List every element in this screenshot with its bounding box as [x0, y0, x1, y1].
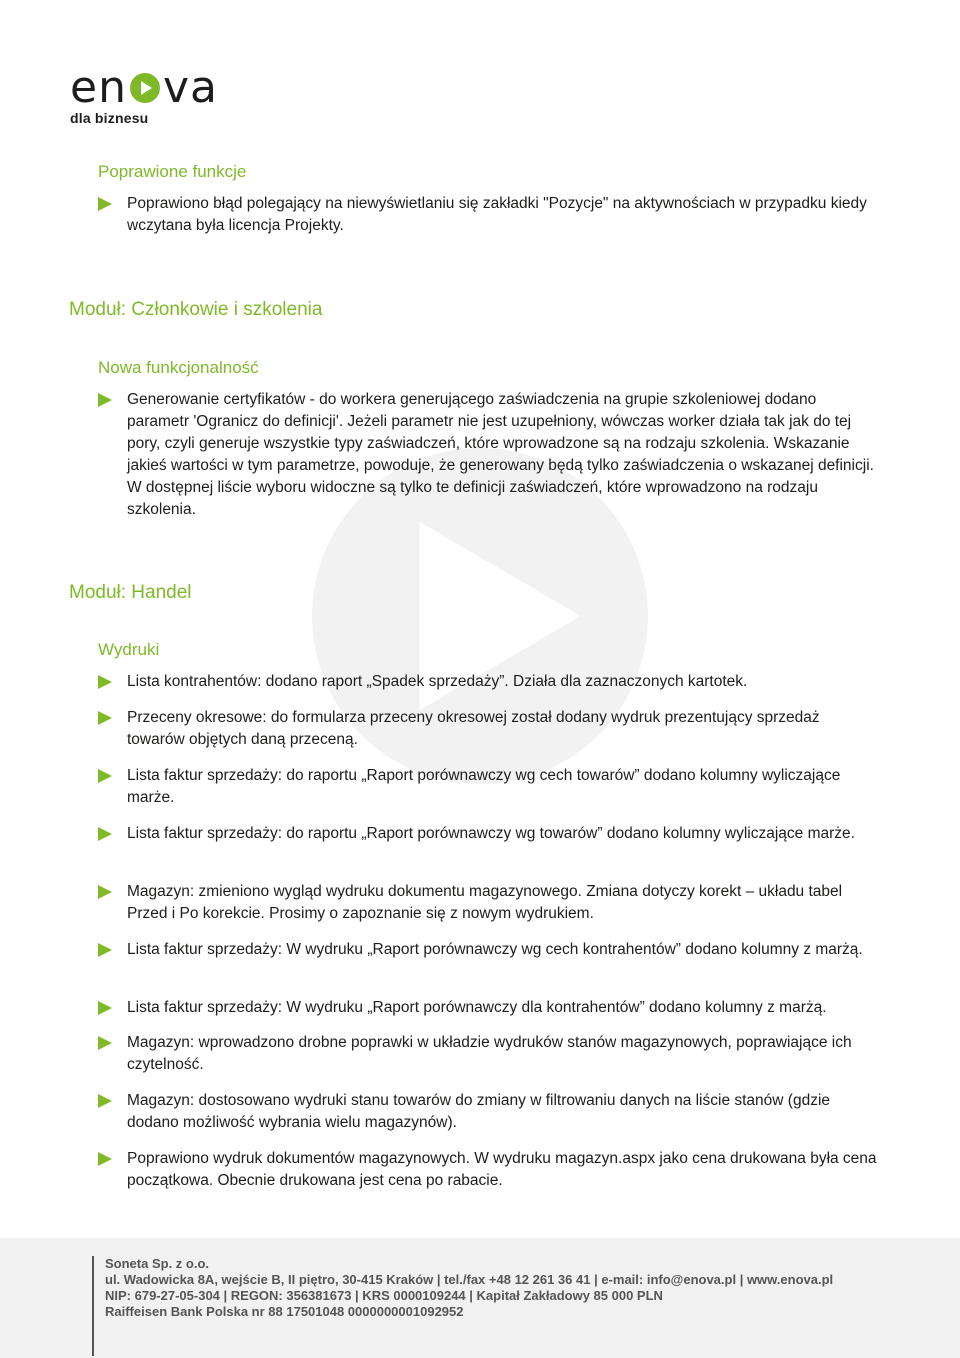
list-item: Lista faktur sprzedaży: do raportu „Raport porównawczy wg towarów” dodano kolumny wyliczające marże.	[98, 823, 878, 845]
footer-divider	[92, 1256, 94, 1356]
bullet-arrow-icon	[98, 885, 112, 899]
bullet-arrow-icon	[98, 827, 112, 841]
footer-bank: Raiffeisen Bank Polska nr 88 17501048 0000000001092952	[105, 1304, 464, 1319]
list-item: Lista faktur sprzedaży: do raportu „Raport porównawczy wg cech towarów” dodano kolumny wyliczające marże.	[98, 765, 878, 809]
module-title-handel: Moduł: Handel	[69, 582, 192, 603]
logo-text-right: va	[162, 62, 218, 113]
footer-company-name: Soneta Sp. z o.o.	[105, 1256, 210, 1271]
bullet-arrow-icon	[98, 769, 112, 783]
section-heading-wydruki: Wydruki	[98, 640, 160, 659]
module-title-czlonkowie: Moduł: Członkowie i szkolenia	[69, 299, 323, 320]
list-item: Generowanie certyfikatów - do workera generującego zaświadczenia na grupie szkoleniowej dodano parametr 'Ogranicz do definicji'. Jeżeli parametr nie jest uzupełniony, wówczas worker działa tak jak do tej pory, czyli generuje wszystkie typy zaświadczeń, które wprowadzone są na rodzaju szkolenia. Wskazanie jakieś wartości w tym parametrze, powoduje, że generowany będą tylko zaświadczenia o wskazanej definicji. W dostępnej liście wyboru widoczne są tylko te definicji zaświadczeń, które wprowadzono na rodzaju szkolenia.	[98, 389, 878, 521]
bullet-arrow-icon	[98, 711, 112, 725]
logo-wordmark	[70, 62, 230, 113]
footer-company-info	[105, 1256, 833, 1320]
list-item: Poprawiono błąd polegający na niewyświetlaniu się zakładki "Pozycje" na aktywnościach w przypadku kiedy wczytana była licencja Projekty.	[98, 193, 878, 237]
footer-address: ul. Wadowicka 8A, wejście B, II piętro, 30-415 Kraków | tel./fax +48 12 261 36 41 | e-mail: info@enova.pl | www.enova.pl	[105, 1272, 834, 1287]
section-heading-poprawione-funkcje: Poprawione funkcje	[98, 162, 247, 181]
logo-text-left: en	[70, 62, 127, 113]
bullet-arrow-icon	[98, 393, 112, 407]
bullet-arrow-icon	[98, 1001, 112, 1015]
bullet-arrow-icon	[98, 1152, 112, 1166]
list-item: Magazyn: dostosowano wydruki stanu towarów do zmiany w filtrowaniu danych na liście stanów (gdzie dodano możliwość wybrania wielu magazynów).	[98, 1090, 878, 1134]
list-item: Przeceny okresowe: do formularza przeceny okresowej został dodany wydruk prezentujący sprzedaż towarów objętych daną przeceną.	[98, 707, 878, 751]
section-heading-nowa-funkcjonalnosc: Nowa funkcjonalność	[98, 358, 259, 377]
bullet-arrow-icon	[98, 675, 112, 689]
list-item: Lista kontrahentów: dodano raport „Spadek sprzedaży”. Działa dla zaznaczonych kartotek.	[98, 671, 878, 693]
logo-tagline: dla biznesu	[70, 110, 149, 126]
list-item: Magazyn: zmieniono wygląd wydruku dokumentu magazynowego. Zmiana dotyczy korekt – układu tabel Przed i Po korekcie. Prosimy o zapoznanie się z nowym wydrukiem.	[98, 881, 878, 925]
list-item: Magazyn: wprowadzono drobne poprawki w układzie wydruków stanów magazynowych, poprawiające ich czytelność.	[98, 1032, 878, 1076]
enova-logo	[70, 62, 230, 126]
logo-play-icon	[129, 72, 161, 104]
bullet-arrow-icon	[98, 943, 112, 957]
list-item: Lista faktur sprzedaży: W wydruku „Raport porównawczy wg cech kontrahentów” dodano kolumny z marżą.	[98, 939, 878, 961]
bullet-arrow-icon	[98, 1036, 112, 1050]
list-item: Poprawiono wydruk dokumentów magazynowych. W wydruku magazyn.aspx jako cena drukowana była cena początkowa. Obecnie drukowana jest cena po rabacie.	[98, 1148, 878, 1192]
bullet-arrow-icon	[98, 1094, 112, 1108]
list-item: Lista faktur sprzedaży: W wydruku „Raport porównawczy dla kontrahentów” dodano kolumny z marżą.	[98, 997, 878, 1019]
footer-registration: NIP: 679-27-05-304 | REGON: 356381673 | KRS 0000109244 | Kapitał Zakładowy 85 000 PLN	[105, 1288, 663, 1303]
bullet-arrow-icon	[98, 197, 112, 211]
